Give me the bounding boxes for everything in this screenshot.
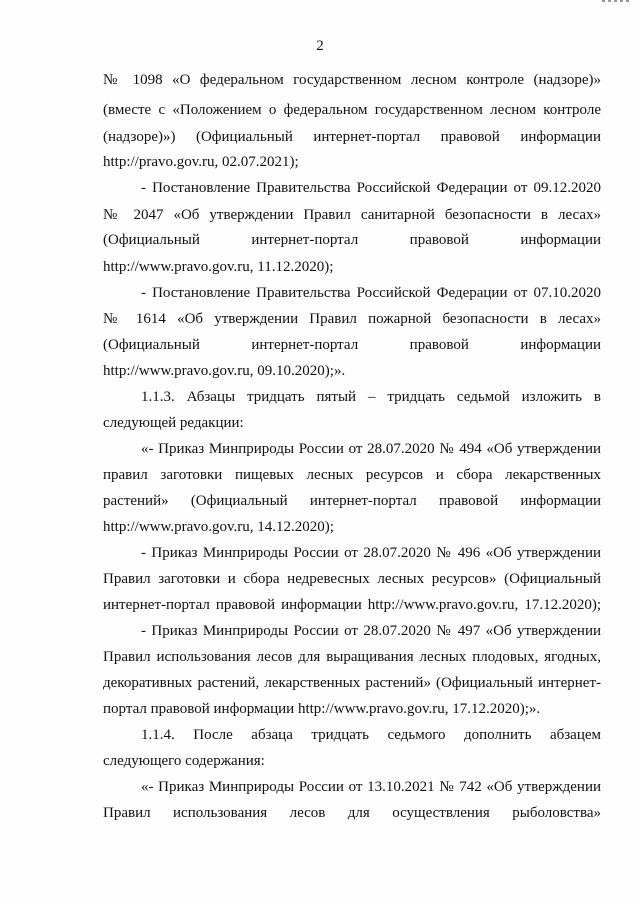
text-line: растений» (Официальный интернет-портал правовой информации bbox=[103, 493, 601, 509]
text-line: 1.1.3. Абзацы тридцать пятый – тридцать седьмой изложить в bbox=[141, 389, 601, 405]
text-line: - Приказ Минприроды России от 28.07.2020 № 497 «Об утверждении bbox=[141, 623, 601, 639]
text-line: (Официальный интернет-портал правовой информации bbox=[103, 232, 601, 248]
text-line: № 1614 «Об утверждении Правил пожарной безопасности в лесах» bbox=[103, 311, 601, 327]
text-line: 1.1.4. После абзаца тридцать седьмого дополнить абзацем bbox=[141, 727, 601, 743]
text-line: (вместе с «Положением о федеральном государственном лесном контроле bbox=[103, 102, 601, 118]
text-line: http://pravo.gov.ru, 02.07.2021); bbox=[103, 154, 299, 170]
text-line: интернет-портал правовой информации http://www.pravo.gov.ru, 17.12.2020); bbox=[103, 597, 601, 613]
text-line: - Приказ Минприроды России от 28.07.2020 № 496 «Об утверждении bbox=[141, 545, 601, 561]
text-line: следующего содержания: bbox=[103, 753, 265, 769]
text-line: - Постановление Правительства Российской Федерации от 07.10.2020 bbox=[141, 285, 601, 301]
text-line: http://www.pravo.gov.ru, 09.10.2020);». bbox=[103, 363, 346, 379]
text-line: Правил использования лесов для осуществления рыболовства» bbox=[103, 805, 601, 821]
text-line: портал правовой информации http://www.pravo.gov.ru, 17.12.2020);». bbox=[103, 701, 541, 717]
text-line: «- Приказ Минприроды России от 28.07.2020 № 494 «Об утверждении bbox=[141, 441, 601, 457]
text-line: Правил заготовки и сбора недревесных лесных ресурсов» (Официальный bbox=[103, 571, 601, 587]
text-line: «- Приказ Минприроды России от 13.10.2021 № 742 «Об утверждении bbox=[141, 779, 601, 795]
scan-edge-mark bbox=[602, 0, 632, 2]
text-line: декоративных растений, лекарственных растений» (Официальный интернет- bbox=[103, 675, 601, 691]
text-line: следующей редакции: bbox=[103, 415, 244, 431]
text-line: правил заготовки пищевых лесных ресурсов и сбора лекарственных bbox=[103, 467, 601, 483]
page-number: 2 bbox=[316, 38, 324, 54]
text-line: № 2047 «Об утверждении Правил санитарной безопасности в лесах» bbox=[103, 207, 601, 223]
text-line: http://www.pravo.gov.ru, 14.12.2020); bbox=[103, 519, 334, 535]
text-line: (надзоре)») (Официальный интернет-портал правовой информации bbox=[103, 129, 601, 145]
text-line: (Официальный интернет-портал правовой информации bbox=[103, 337, 601, 353]
text-line: http://www.pravo.gov.ru, 11.12.2020); bbox=[103, 259, 334, 275]
text-line: - Постановление Правительства Российской Федерации от 09.12.2020 bbox=[141, 180, 601, 196]
text-line: Правил использования лесов для выращивания лесных плодовых, ягодных, bbox=[103, 649, 601, 665]
text-line: № 1098 «О федеральном государственном лесном контроле (надзоре)» bbox=[103, 72, 601, 88]
